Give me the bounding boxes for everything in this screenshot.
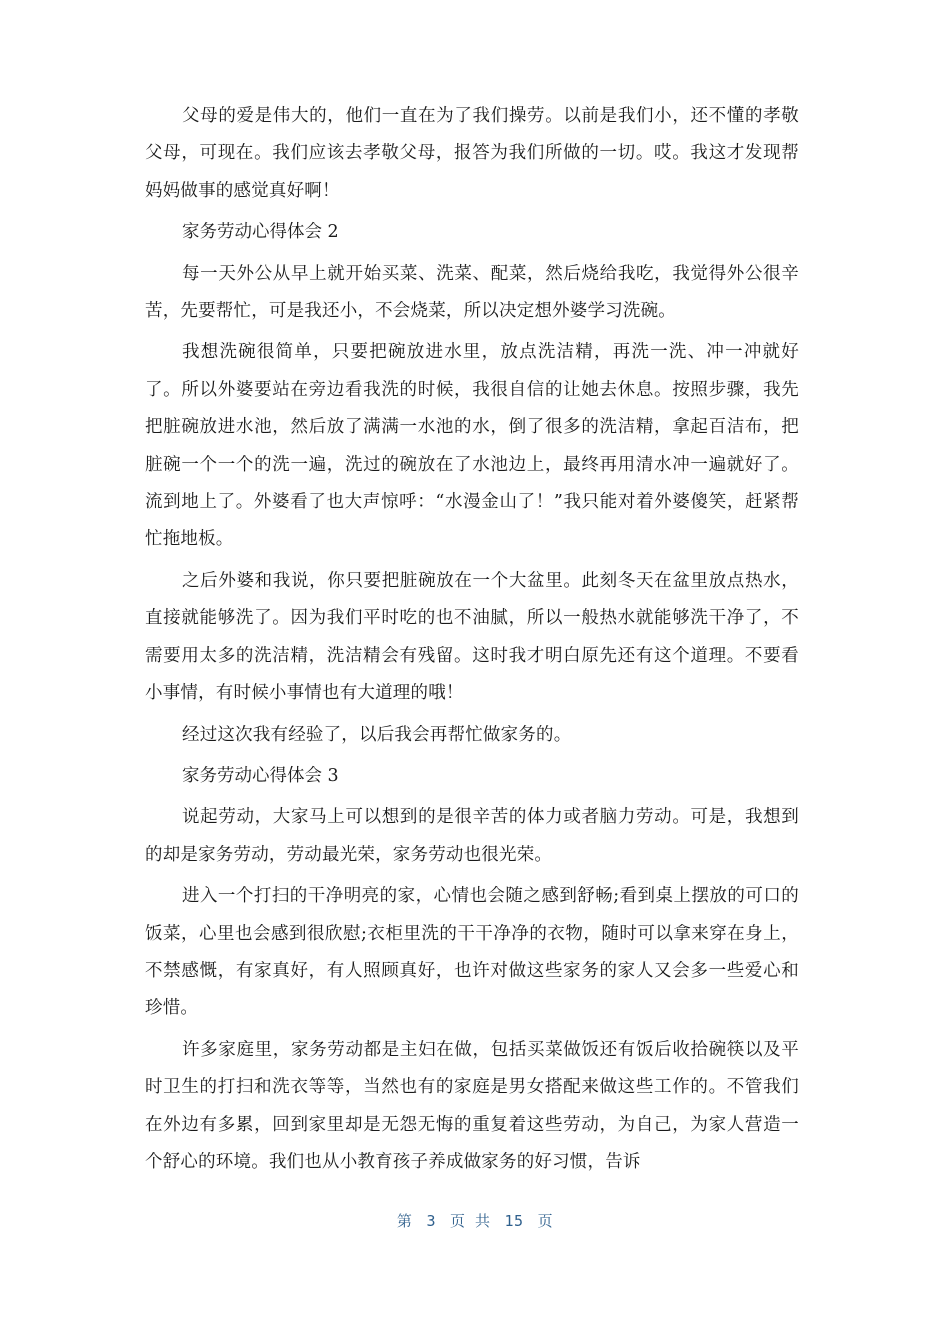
footer-total-pages: 15 xyxy=(504,1212,524,1230)
section-heading: 家务劳动心得体会 3 xyxy=(182,765,339,786)
section-heading: 家务劳动心得体会 2 xyxy=(182,222,339,243)
paragraph: 之后外婆和我说，你只要把脏碗放在一个大盆里。此刻冬天在盆里放点热水，直接就能够洗了。因为我们平时吃的也不油腻，所以一般热水就能够洗干净了，不需要用太多的洗洁精，洗洁精会有残留。这时我才明白原先还有这个道理。不要看小事情，有时候小事情也有大道理的哦！ xyxy=(145,570,799,704)
paragraph: 每一天外公从早上就开始买菜、洗菜、配菜，然后烧给我吃，我觉得外公很辛苦，先要帮忙，可是我还小，不会烧菜，所以决定想外婆学习洗碗。 xyxy=(145,263,799,322)
footer-end-label: 页 xyxy=(537,1212,554,1230)
page-footer xyxy=(0,1210,950,1231)
paragraph: 说起劳动，大家马上可以想到的是很辛苦的体力或者脑力劳动。可是，我想到的却是家务劳动，劳动最光荣，家务劳动也很光荣。 xyxy=(145,807,799,865)
paragraph: 许多家庭里，家务劳动都是主妇在做，包括买菜做饭还有饭后收拾碗筷以及平时卫生的打扫和洗衣等等，当然也有的家庭是男女搭配来做这些工作的。不管我们在外边有多累，回到家里却是无怨无悔的重复着这些劳动，为自己，为家人营造一个舒心的环境。我们也从小教育孩子养成做家务的好习惯，告诉 xyxy=(145,1039,799,1172)
paragraph: 我想洗碗很简单，只要把碗放进水里，放点洗洁精，再洗一洗、冲一冲就好了。所以外婆要站在旁边看我洗的时候，我很自信的让她去休息。按照步骤，我先把脏碗放进水池，然后放了满满一水池的水，倒了很多的洗洁精，拿起百洁布，把脏碗一个一个的洗一遍，洗过的碗放在了水池边上，最终再用清水冲一遍就好了。流到地上了。外婆看了也大声惊呼：“水漫金山了！”我只能对着外婆傻笑，赶紧帮忙拖地板。 xyxy=(145,342,799,550)
footer-current-page: 3 xyxy=(426,1212,436,1230)
document-body xyxy=(145,98,799,1185)
footer-of-label: 页 共 xyxy=(449,1212,491,1230)
paragraph: 进入一个打扫的干净明亮的家，心情也会随之感到舒畅;看到桌上摆放的可口的饭菜，心里也会感到很欣慰;衣柜里洗的干干净净的衣物，随时可以拿来穿在身上，不禁感慨，有家真好，有人照顾真好，也许对做这些家务的家人又会多一些爱心和珍惜。 xyxy=(145,886,799,1019)
paragraph: 经过这次我有经验了，以后我会再帮忙做家务的。 xyxy=(182,724,572,745)
paragraph: 父母的爱是伟大的，他们一直在为了我们操劳。以前是我们小，还不懂的孝敬父母，可现在。我们应该去孝敬父母，报答为我们所做的一切。哎。我这才发现帮妈妈做事的感觉真好啊！ xyxy=(145,106,799,201)
footer-page-label: 第 xyxy=(396,1212,413,1230)
